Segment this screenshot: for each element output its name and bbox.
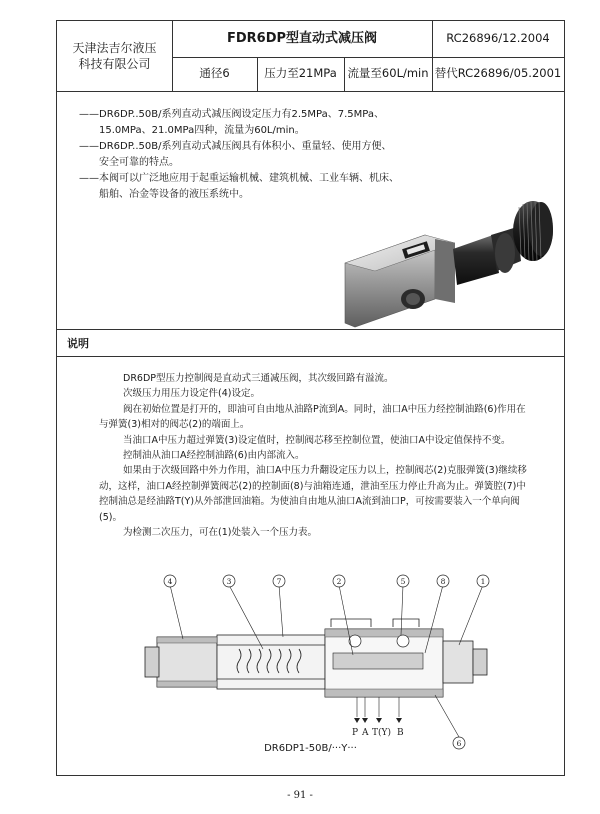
callout-number: 5 [400, 577, 406, 586]
standard-number: RC26896/12.2004 [446, 31, 550, 46]
intro-line: 15.0MPa、21.0MPa四种，流量为60L/min。 [99, 125, 305, 136]
description-paragraph: 控制油从油口A经控制油路(6)由内部流入。 [123, 450, 305, 462]
port-label: P [352, 728, 359, 738]
description-paragraph: 如果由于次级回路中外力作用，油口A中压力升翻设定压力以上，控制阀芯(2)克服弹簧(3)继续移动，这样，油口A经控制弹簧阀芯(2)的控制面(8)与油箱连通，泄油至压力停止升高为止。弹簧腔(7)中控制油总是经油路T(Y)从外部泄回油箱。为使油自由地从油口A流到油口P，可按需要装入一个单向阀(5)。 [99, 465, 527, 523]
intro-line: 船舶、冶金等设备的液压系统中。 [99, 189, 249, 200]
callout-number: 1 [480, 577, 486, 586]
callout-number: 8 [440, 577, 446, 586]
section-header [57, 329, 564, 357]
spec-size: 通径6 [199, 66, 230, 81]
callout-number: 4 [167, 577, 173, 586]
callout-number: 7 [276, 577, 282, 586]
product-title: FDR6DP型直动式减压阀 [226, 31, 378, 47]
header-table [57, 21, 564, 92]
port-label: T(Y) [372, 728, 391, 738]
description-paragraph: 为检测二次压力，可在(1)处装入一个压力表。 [123, 527, 317, 539]
callout-number: 3 [226, 577, 232, 586]
description-paragraph: 阀在初始位置是打开的，即油可自由地从油路P流到A。同时，油口A中压力经控制油路(6)作用在与弹簧(3)相对的阀芯(2)的端面上。 [99, 403, 526, 431]
spec-flow: 流量至60L/min [347, 66, 429, 81]
intro-line: 安全可靠的特点。 [99, 157, 179, 168]
description-paragraph: DR6DP型压力控制阀是直动式三通减压阀，其次级回路有溢流。 [123, 373, 394, 384]
datasheet-page [56, 20, 565, 776]
spec-pressure: 压力至21MPa [264, 66, 337, 81]
callout-number: 6 [456, 739, 462, 748]
intro-line: ——DR6DP..50B/系列直动式减压阀具有体积小、重量轻、使用方便、 [79, 141, 392, 152]
intro-line: ——DR6DP..50B/系列直动式减压阀设定压力有2.5MPa、7.5MPa、 [79, 109, 384, 120]
diagram-caption: DR6DP1-50B/···Y··· [264, 743, 357, 754]
description-text [99, 371, 529, 540]
port-label: B [397, 728, 404, 738]
description-paragraph: 次级压力用压力设定件(4)设定。 [123, 388, 260, 400]
section-title: 说明 [67, 337, 89, 350]
valve-photo [285, 173, 555, 335]
sectional-diagram [143, 569, 523, 759]
company-name: 天津法吉尔液压科技有限公司 [72, 40, 157, 71]
page-number: - 91 - [287, 790, 313, 801]
intro-line: ——本阀可以广泛地应用于起重运输机械、建筑机械、工业车辆、机床、 [79, 173, 399, 184]
spec-replaces: 替代RC26896/05.2001 [434, 66, 562, 81]
description-paragraph: 当油口A中压力超过弹簧(3)设定值时，控制阀芯移至控制位置，使油口A中设定值保持不变。 [123, 434, 511, 446]
callout-number: 2 [336, 577, 342, 586]
port-label: A [362, 728, 369, 738]
